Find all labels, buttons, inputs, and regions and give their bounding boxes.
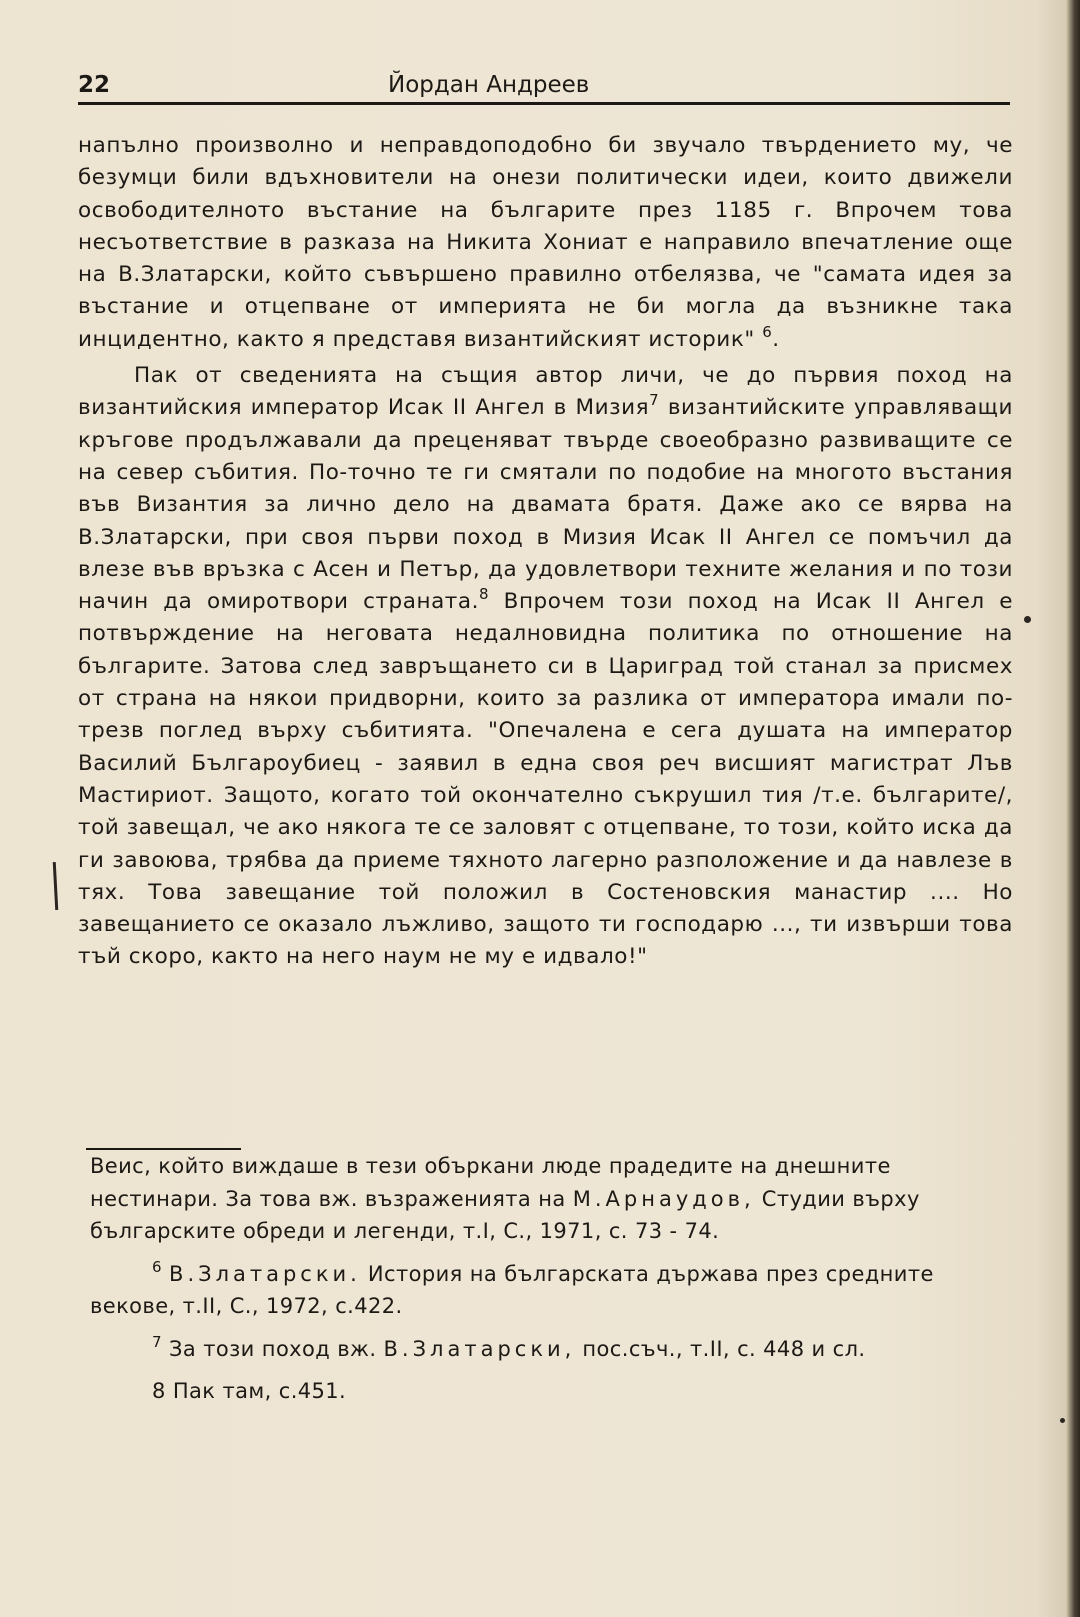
footnote-7-text-b: пос.съч., т.II, с. 448 и сл. xyxy=(575,1336,866,1361)
footnote-ref-6: 6 xyxy=(762,322,773,341)
page-header xyxy=(78,68,1010,105)
margin-dot-mark xyxy=(1024,616,1031,623)
edge-dot-mark xyxy=(1060,1418,1065,1423)
paragraph-2 xyxy=(78,360,1013,974)
footnote-ref-8: 8 xyxy=(479,585,490,604)
footnote-6 xyxy=(90,1258,1015,1323)
footnotes xyxy=(90,1150,1015,1408)
paragraph-1-end: . xyxy=(772,326,780,352)
paragraph-2-text-c: Впрочем този поход на Исак II Ангел е потвърждение на неговата недалновидна политика по отношение на българите. Затова след завръщането си в Цариград той станал за присмех от страна на някои придворни, които за разлика от императора имали по-трезв поглед върху събитията. "Опечалена е сега душата на император Василий Българоубиец - заявил в една своя реч висшият магистрат Лъв Мастириот. Защото, когато той окончателно съкрушил тия /т.е. българите/, той завещал, че ако някога те се заловят с отцепване, то този, който иска да ги завоюва, трябва да приеме тяхното лагерно разположение и да навлезе в тях. Това завещание той положил в Состеновския манастир .... Но завещанието се оказало лъжливо, защото ти господарю ..., ти извърши това тъй скоро, както на него наум не му е идвало!" xyxy=(78,589,1013,970)
paragraph-1 xyxy=(78,130,1013,356)
footnote-6-text: История на българската държава през средните векове, т.II, С., 1972, с.422. xyxy=(90,1261,934,1318)
page-number: 22 xyxy=(78,72,111,98)
running-head: Йордан Андреев xyxy=(388,72,590,98)
footnote-ref-7: 7 xyxy=(649,391,660,410)
paragraph-2-text-a: Пак от сведенията на същия автор личи, че до първия поход на византийския император Исак II Ангел в Мизия xyxy=(78,363,1013,421)
footnote-continuation xyxy=(90,1150,1015,1248)
footnote-8-text: 8 Пак там, с.451. xyxy=(152,1379,347,1403)
footnote-continuation-author: М.Арнаудов, xyxy=(572,1186,755,1211)
book-spine-shadow xyxy=(1066,0,1080,1617)
paragraph-2-text-b: византийските управляващи кръгове продължавали да преценяват твърде своеобразно развиващите се на север събития. По-точно те ги смятали по подобие на многото въстания във Византия за лично дело на двамата братя. Даже ако се вярва на В.Златарски, при своя първи поход в Мизия Исак II Ангел се помъчил да влезе във връзка с Асен и Петър, да удовлетвори техните желания и по този начин да омиротвори страната. xyxy=(78,395,1013,615)
footnote-6-author: В.Златарски. xyxy=(169,1261,361,1286)
footnote-7-author: В.Златарски, xyxy=(383,1336,576,1361)
footnote-7-number: 7 xyxy=(152,1332,162,1351)
footnote-continuation-text: Веис, който виждаше в тези объркани люде прадедите на днешните нестинари. За това вж. възраженията на xyxy=(90,1154,891,1211)
footnote-7 xyxy=(90,1333,1015,1366)
footnote-6-number: 6 xyxy=(152,1257,162,1276)
footnote-continuation-end: Студии върху българските обреди и легенди, т.I, С., 1971, с. 73 - 74. xyxy=(90,1186,920,1243)
paragraph-1-text: напълно произволно и неправдоподобно би звучало твърдението му, че безумци били вдъхновители на онези политически идеи, които движели освободителното въстание на българите през 1185 г. Впрочем това несъответствие в разказа на Никита Хониат е направило впечатление още на В.Златарски, който съвършено правилно отбелязва, че "самата идея за въстание и отцепване от империята не би могла да възникне така инцидентно, както я представя византийският историк" xyxy=(78,133,1013,352)
margin-pencil-mark xyxy=(53,862,59,910)
footnote-7-text-a: За този поход вж. xyxy=(169,1336,384,1361)
footnote-8 xyxy=(90,1375,1015,1408)
main-text xyxy=(78,130,1013,974)
